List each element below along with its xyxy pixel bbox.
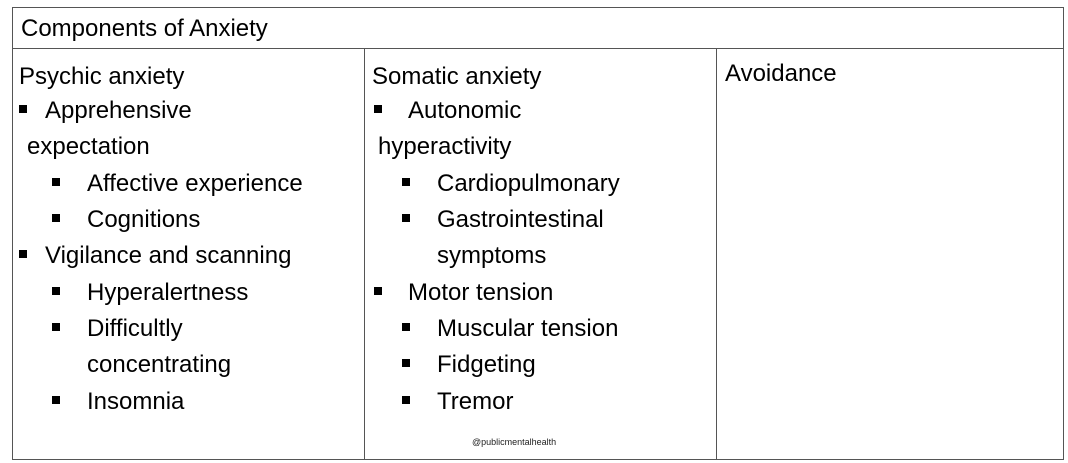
bullet-icon	[402, 214, 410, 222]
bullet-icon	[52, 287, 60, 295]
list-item-label: Apprehensive	[45, 97, 192, 124]
sub-list-item: Insomnia	[87, 388, 185, 415]
list-item-label-continued: hyperactivity	[378, 133, 512, 160]
bullet-icon	[52, 214, 60, 222]
column-psychic-anxiety	[13, 49, 365, 459]
bullet-icon	[402, 396, 410, 404]
bullet-icon	[374, 287, 382, 295]
sub-list-item-continued: concentrating	[87, 351, 232, 378]
bullet-icon	[19, 250, 27, 258]
list-item-label-continued: expectation	[27, 133, 150, 160]
table-header	[13, 8, 1063, 49]
watermark-credit: @publicmentalhealth	[472, 437, 557, 447]
column-title: Avoidance	[725, 60, 837, 87]
sub-list-item: Tremor	[437, 388, 514, 415]
sub-list-item: Hyperalertness	[87, 279, 249, 306]
bullet-icon	[374, 105, 382, 113]
components-table	[12, 7, 1064, 460]
sub-list-item: Cognitions	[87, 206, 201, 233]
table-title: Components of Anxiety	[21, 15, 268, 42]
bullet-icon	[19, 105, 27, 113]
bullet-icon	[52, 178, 60, 186]
bullet-icon	[52, 396, 60, 404]
sub-list-item: Affective experience	[87, 170, 303, 197]
sub-list-item: Cardiopulmonary	[437, 170, 620, 197]
bullet-icon	[402, 323, 410, 331]
bullet-icon	[402, 178, 410, 186]
sub-list-item: Gastrointestinal	[437, 206, 604, 233]
column-avoidance	[717, 49, 1063, 459]
list-item-label: Vigilance and scanning	[45, 242, 292, 269]
column-somatic-anxiety	[365, 49, 717, 459]
sub-list-item: Muscular tension	[437, 315, 619, 342]
bullet-icon	[52, 323, 60, 331]
list-item-label: Autonomic	[408, 97, 522, 124]
column-title: Somatic anxiety	[372, 63, 542, 90]
list-item-label: Motor tension	[408, 279, 554, 306]
column-title: Psychic anxiety	[19, 63, 185, 90]
sub-list-item: Difficultly	[87, 315, 183, 342]
sub-list-item-continued: symptoms	[437, 242, 547, 269]
bullet-icon	[402, 359, 410, 367]
sub-list-item: Fidgeting	[437, 351, 536, 378]
